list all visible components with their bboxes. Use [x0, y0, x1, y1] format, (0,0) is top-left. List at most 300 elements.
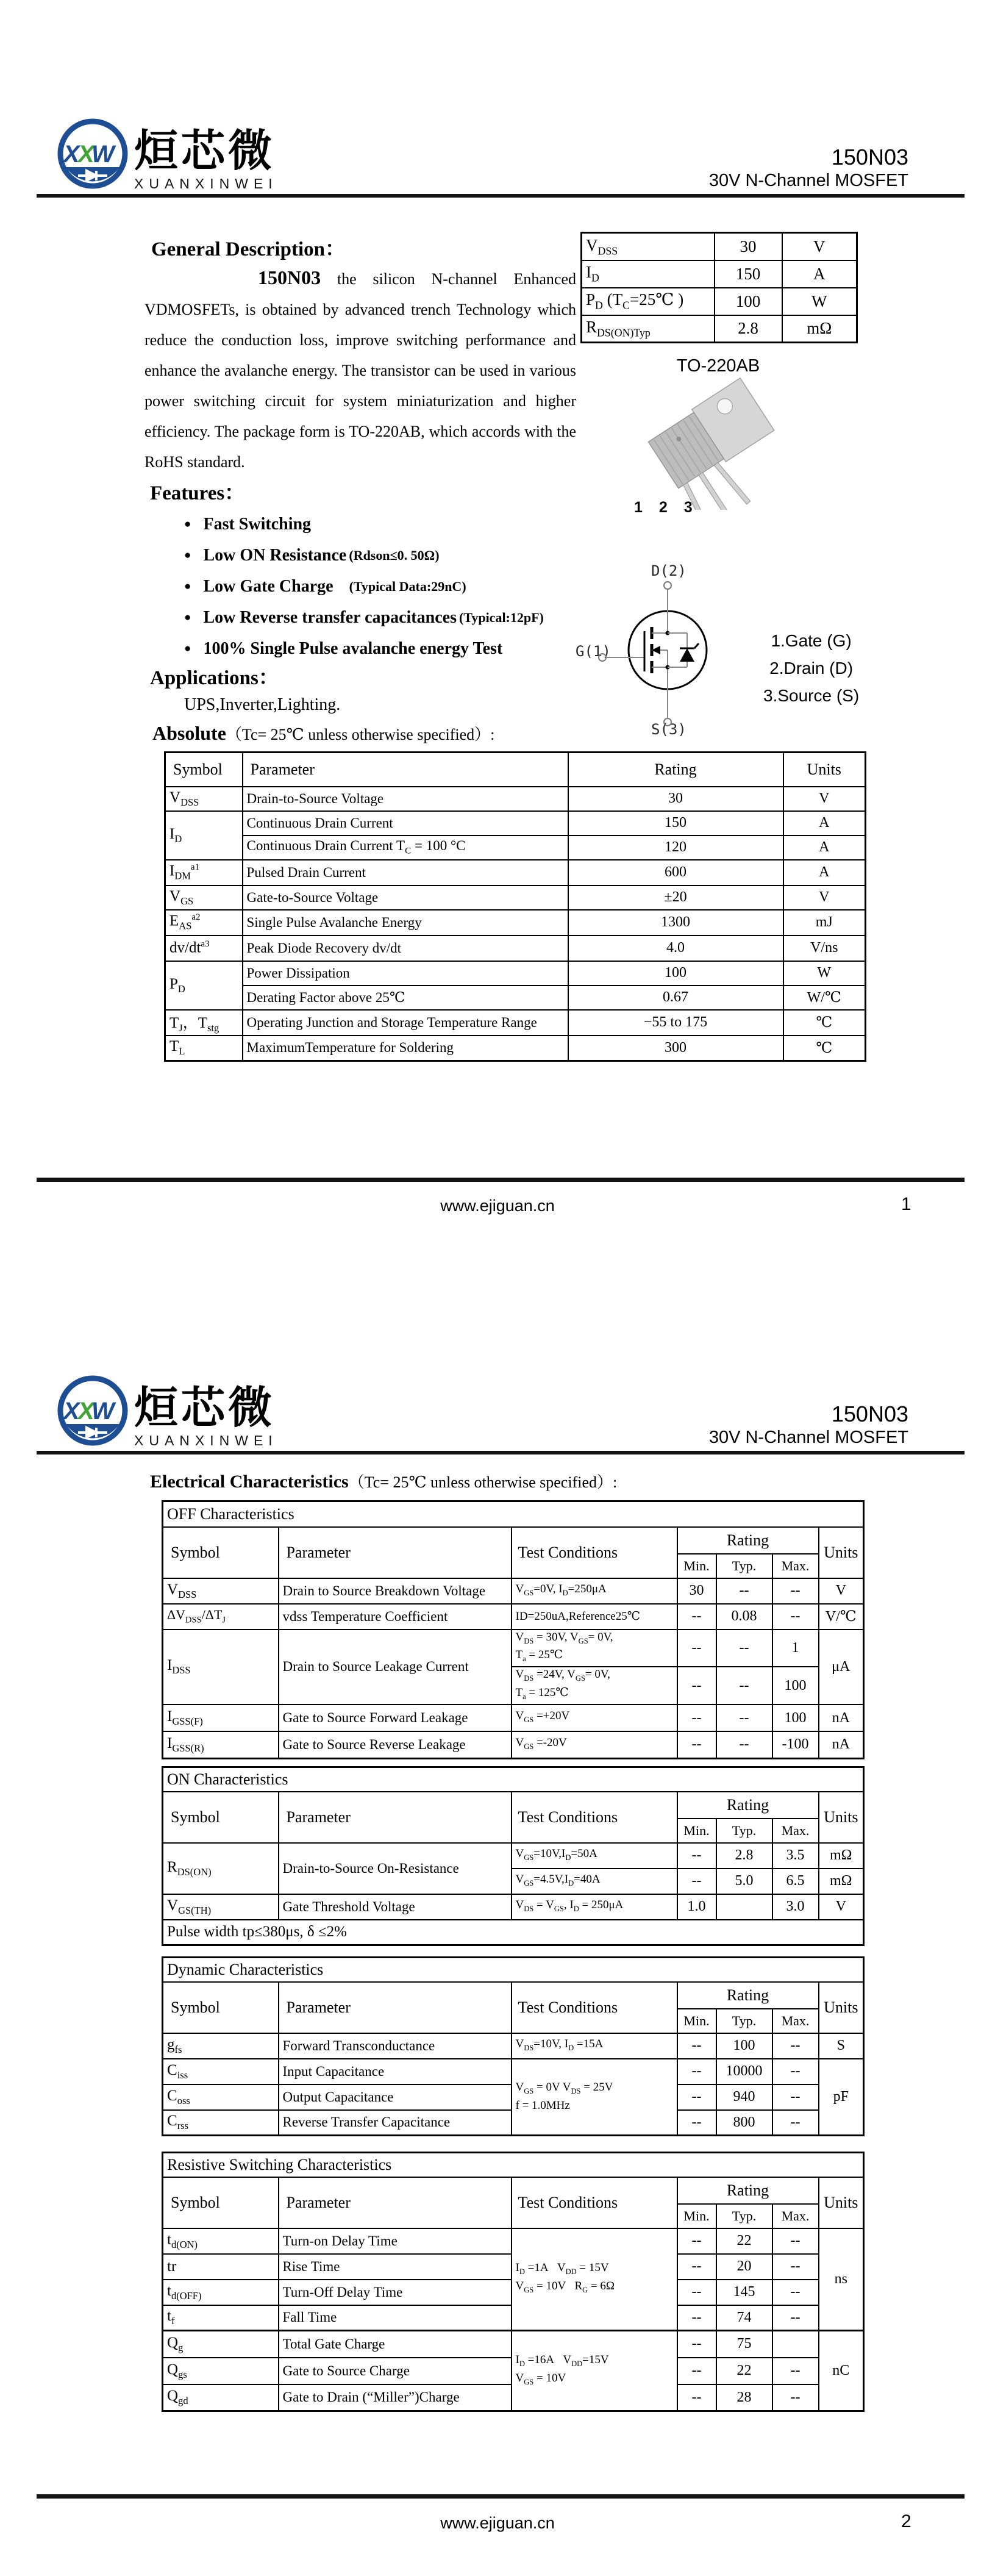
mosfet-symbol — [567, 560, 744, 749]
col-test-conditions: Test Conditions — [512, 1982, 677, 2033]
col-rating: Rating — [677, 2177, 819, 2204]
table-row — [165, 811, 866, 835]
features-list — [184, 509, 544, 664]
off-characteristics-table — [162, 1500, 865, 1759]
cell-value: 150 — [715, 260, 782, 288]
drain-label: D(2) — [651, 562, 687, 579]
cell-max: 6.5 — [772, 1869, 819, 1894]
cell-value: 100 — [715, 288, 782, 315]
company-name-cn: 烜芯微 — [134, 1384, 276, 1433]
cell-symbol: $C_{iss}$ — [163, 2059, 279, 2084]
cell-min: -- — [677, 2228, 716, 2254]
col-parameter: Parameter — [279, 1982, 512, 2033]
cell-cond: $V_{GS}=4.5V,I_D=40A$ — [512, 1869, 677, 1894]
cell-value: 2.8 — [715, 315, 782, 343]
cell-rating: 1300 — [568, 910, 783, 936]
cell-parameter: Turn-Off Delay Time — [279, 2280, 512, 2305]
cell-unit: mΩ — [782, 315, 857, 343]
company-logo — [56, 1372, 278, 1450]
header-divider — [37, 194, 965, 198]
cell-min: -- — [677, 1705, 716, 1731]
cell-max: -- — [772, 2084, 819, 2110]
cell-parameter: Input Capacitance — [279, 2059, 512, 2084]
features-title: Features： — [150, 482, 245, 504]
part-subtitle: 30V N-Channel MOSFET — [708, 171, 908, 190]
package-photo-icon — [625, 376, 802, 510]
cell-parameter: Operating Junction and Storage Temperature Range — [243, 1010, 568, 1036]
table-row — [165, 986, 866, 1010]
feature-item: ● Low Gate Charge (Typical Data:29nC) — [184, 576, 466, 596]
cell-symbol: $V_{GS(TH)}$ — [163, 1894, 279, 1920]
table-section-row — [163, 2153, 864, 2177]
cell-cond: $V_{DS} = V_{GS}$, $I_D = 250\mu A$ — [512, 1894, 677, 1920]
cell-max: -- — [772, 2228, 819, 2254]
table-header-row — [165, 753, 866, 787]
col-min: Min. — [677, 2009, 716, 2033]
cell-parameter: Total Gate Charge — [279, 2331, 512, 2358]
part-number: 150N03 — [831, 1401, 908, 1426]
pin-gate: 1.Gate (G) — [771, 631, 852, 650]
col-min: Min. — [677, 1819, 716, 1843]
cell-symbol: $Q_g$ — [163, 2331, 279, 2358]
footer-divider — [37, 1178, 965, 1182]
cell-typ: 0.08 — [716, 1604, 772, 1630]
col-max: Max. — [772, 1819, 819, 1843]
table-row — [163, 1578, 864, 1604]
section-title: Resistive Switching Characteristics — [163, 2153, 864, 2177]
cell-typ: 145 — [716, 2280, 772, 2305]
table-row — [165, 787, 866, 811]
part-number: 150N03 — [831, 145, 908, 170]
cell-symbol: $g_{fs}$ — [163, 2033, 279, 2059]
cell-rating: 0.67 — [568, 986, 783, 1010]
cell-min: 30 — [677, 1578, 716, 1604]
cell-rating: 600 — [568, 860, 783, 886]
cell-typ — [716, 1894, 772, 1920]
table-row — [165, 936, 866, 961]
table-row — [163, 2059, 864, 2084]
cell-min: -- — [677, 1869, 716, 1894]
col-units: Units — [783, 753, 866, 787]
cell-min: -- — [677, 2110, 716, 2136]
section-title: Dynamic Characteristics — [163, 1958, 864, 1982]
cell-typ: 20 — [716, 2254, 772, 2280]
cell-min: -- — [677, 1630, 716, 1667]
cell-typ: 940 — [716, 2084, 772, 2110]
col-symbol: Symbol — [163, 1527, 279, 1578]
cell-symbol: tr — [163, 2254, 279, 2280]
cell-parameter: Continuous Drain Current — [243, 811, 568, 835]
cell-parameter: Continuous Drain Current $T_C = 100$ °C — [243, 835, 568, 860]
cell-units: V — [819, 1578, 864, 1604]
col-parameter: Parameter — [279, 1527, 512, 1578]
cell-symbol: $V_{GS}$ — [165, 886, 243, 910]
company-name-cn: 烜芯微 — [134, 127, 276, 176]
cell-rating: 30 — [568, 787, 783, 811]
section-title: OFF Characteristics — [163, 1501, 864, 1527]
table-header-row — [163, 1982, 864, 2009]
table-row — [163, 1731, 864, 1758]
cell-typ: 2.8 — [716, 1843, 772, 1869]
feature-item: ● 100% Single Pulse avalanche energy Test — [184, 639, 503, 658]
header-divider — [37, 1451, 965, 1454]
cell-max: 3.5 — [772, 1843, 819, 1869]
cell-symbol: $t_{d(ON)}$ — [163, 2228, 279, 2254]
cell-parameter: MaximumTemperature for Soldering — [243, 1036, 568, 1061]
pin-source: 3.Source (S) — [763, 686, 860, 705]
applications-text: UPS,Inverter,Lighting. — [184, 695, 341, 714]
col-typ: Typ. — [716, 2204, 772, 2228]
cell-symbol: $t_{d(OFF)}$ — [163, 2280, 279, 2305]
cell-rating: −55 to 175 — [568, 1010, 783, 1036]
svg-text:W: W — [91, 1398, 115, 1425]
cell-max: 100 — [772, 1705, 819, 1731]
cell-symbol: $R_{DS(ON)}$ — [163, 1843, 279, 1894]
cell-rating: 150 — [568, 811, 783, 835]
cell-parameter: vdss Temperature Coefficient — [279, 1604, 512, 1630]
feature-item: ● Low Reverse transfer capacitances (Typical:12pF) — [184, 607, 544, 627]
table-row — [582, 315, 857, 343]
cell-max: -- — [772, 2280, 819, 2305]
cell-parameter: Output Capacitance — [279, 2084, 512, 2110]
cell-symbol: $Q_{gs}$ — [163, 2358, 279, 2385]
cell-cond: $V_{GS} =-20V$ — [512, 1731, 677, 1758]
cell-cond: $V_{GS}=0V$, $I_D=250\mu A$ — [512, 1578, 677, 1604]
cell-max: -- — [772, 2385, 819, 2411]
cell-parameter: Pulsed Drain Current — [243, 860, 568, 886]
feature-item: ● Fast Switching — [184, 514, 312, 534]
col-test-conditions: Test Conditions — [512, 2177, 677, 2228]
svg-text:X: X — [63, 1398, 80, 1425]
cell-parameter: Drain-to-Source Voltage — [243, 787, 568, 811]
footer-website: www.ejiguan.cn — [440, 2514, 555, 2532]
absolute-max-ratings-table — [164, 751, 866, 1062]
resistive-switching-table — [162, 2152, 865, 2412]
table-row — [165, 1010, 866, 1036]
feature-item: ● Low ON Resistance (Rdson≤0. 50Ω) — [184, 545, 440, 565]
cell-parameter: Power Dissipation — [243, 961, 568, 986]
cell-rating: 100 — [568, 961, 783, 986]
cell-units: V — [783, 787, 866, 811]
cell-symbol: $P_D$ — [165, 961, 243, 1010]
col-units: Units — [819, 1982, 864, 2033]
table-section-row — [163, 1958, 864, 1982]
cell-typ: -- — [716, 1667, 772, 1705]
general-description-body: the silicon N-channel Enhanced VDMOSFETs, is obtained by advanced trench Technology which reduce the conduction loss, improve switching performance and enhance the avalanche energy. The transistor can be used in various power switching circuit for system miniaturization and higher efficiency. The package form is TO-220AB, which accords with the RoHS standard. — [144, 270, 576, 471]
cell-min: -- — [677, 1843, 716, 1869]
cell-min: -- — [677, 2084, 716, 2110]
cell-min: -- — [677, 1731, 716, 1758]
col-min: Min. — [677, 1554, 716, 1578]
cell-units: nA — [819, 1731, 864, 1758]
cell-parameter: Drain-to-Source On-Resistance — [279, 1843, 512, 1894]
cell-parameter: Rise Time — [279, 2254, 512, 2280]
cell-units: mJ — [783, 910, 866, 936]
page-number: 1 — [901, 1194, 911, 1214]
cell-units: V — [783, 886, 866, 910]
table-row — [163, 1894, 864, 1920]
cell-cond: $I_D =1A$ $V_{DD} = 15V$ $V_{GS} = 10V$ $R_G = 6\Omega$ — [512, 2228, 677, 2331]
cell-parameter: Single Pulse Avalanche Energy — [243, 910, 568, 936]
cell-max: -- — [772, 2059, 819, 2084]
key-specs-table — [580, 232, 858, 343]
table-row — [165, 910, 866, 936]
table-row — [165, 860, 866, 886]
cell-max: 3.0 — [772, 1894, 819, 1920]
cell-min: -- — [677, 2331, 716, 2358]
company-logo — [56, 115, 278, 193]
cell-rating: 120 — [568, 835, 783, 860]
logo-xxw-icon — [56, 1372, 129, 1450]
company-name-en: XUANXINWEI — [134, 176, 278, 191]
cell-units: W — [783, 961, 866, 986]
cell-parameter: Peak Diode Recovery dv/dt — [243, 936, 568, 961]
table-row — [163, 2331, 864, 2358]
svg-text:W: W — [91, 141, 115, 168]
cell-typ: 22 — [716, 2358, 772, 2385]
table-section-row — [163, 1501, 864, 1527]
table-section-row — [163, 1767, 864, 1792]
table-row — [582, 260, 857, 288]
cell-unit: W — [782, 288, 857, 315]
cell-parameter: Gate to Drain (“Miller”)Charge — [279, 2385, 512, 2411]
general-description-lead: 150N03 — [258, 267, 321, 288]
cell-max: -- — [772, 1578, 819, 1604]
col-parameter: Parameter — [279, 1792, 512, 1843]
table-row — [163, 2033, 864, 2059]
cell-symbol: $C_{rss}$ — [163, 2110, 279, 2136]
cell-min: -- — [677, 1604, 716, 1630]
on-characteristics-table — [162, 1766, 865, 1946]
col-symbol: Symbol — [165, 753, 243, 787]
col-test-conditions: Test Conditions — [512, 1527, 677, 1578]
cell-symbol: $C_{oss}$ — [163, 2084, 279, 2110]
cell-typ: -- — [716, 1630, 772, 1667]
cell-units: ℃ — [783, 1010, 866, 1036]
col-units: Units — [819, 2177, 864, 2228]
dynamic-characteristics-table — [162, 1956, 865, 2136]
general-description-text — [144, 262, 576, 478]
mosfet-schematic-icon — [588, 575, 729, 734]
table-row — [165, 961, 866, 986]
table-row — [163, 1705, 864, 1731]
cell-cond: $V_{DS} =24V$, $V_{GS}= 0V$, $T_a$ = 125℃ — [512, 1667, 677, 1705]
pulse-width-note: Pulse width tp≤380μs, δ ≤2% — [163, 1920, 864, 1945]
cell-symbol: $I_{GSS(F)}$ — [163, 1705, 279, 1731]
cell-units: nC — [819, 2331, 864, 2411]
col-min: Min. — [677, 2204, 716, 2228]
cell-unit: V — [782, 233, 857, 260]
cell-max: -100 — [772, 1731, 819, 1758]
table-row — [163, 1843, 864, 1869]
applications-title: Applications： — [150, 667, 279, 689]
cell-parameter: Forward Transconductance — [279, 2033, 512, 2059]
cell-symbol: $t_f$ — [163, 2305, 279, 2331]
cell-parameter: $R_{DS(ON)Typ}$ — [582, 315, 715, 343]
cell-parameter: Gate Threshold Voltage — [279, 1894, 512, 1920]
cell-parameter: $P_D$ ($T_C=25℃$ ) — [582, 288, 715, 315]
table-note-row — [163, 1920, 864, 1945]
bullet-icon: ● — [184, 580, 191, 593]
cell-units: V/ns — [783, 936, 866, 961]
electrical-characteristics-title: Electrical Characteristics（Tc= 25℃ unless otherwise specified）: — [150, 1472, 618, 1492]
col-parameter: Parameter — [243, 753, 568, 787]
cell-units: mΩ — [819, 1869, 864, 1894]
pin-drain: 2.Drain (D) — [769, 659, 854, 678]
col-symbol: Symbol — [163, 1792, 279, 1843]
cell-min: -- — [677, 2254, 716, 2280]
cell-units: S — [819, 2033, 864, 2059]
cell-rating: 4.0 — [568, 936, 783, 961]
part-subtitle: 30V N-Channel MOSFET — [708, 1428, 908, 1447]
cell-symbol: $I_D$ — [165, 811, 243, 860]
cell-units: A — [783, 835, 866, 860]
cell-symbol: $V_{DSS}$ — [163, 1578, 279, 1604]
cell-units: μA — [819, 1630, 864, 1705]
cell-units: A — [783, 860, 866, 886]
cell-cond: $V_{DS} = 30V$, $V_{GS}= 0V$, $T_a$ = 25℃ — [512, 1630, 677, 1667]
cell-max: -- — [772, 2305, 819, 2331]
svg-text:X: X — [78, 141, 95, 168]
table-row — [582, 288, 857, 315]
col-test-conditions: Test Conditions — [512, 1792, 677, 1843]
cell-units: ns — [819, 2228, 864, 2331]
cell-symbol: $I_{DM}^{a1}$ — [165, 860, 243, 886]
cell-parameter: Fall Time — [279, 2305, 512, 2331]
gate-label: G(1) — [576, 643, 611, 660]
cell-min: -- — [677, 2033, 716, 2059]
cell-cond: $V_{DS}=10V$, $I_D =15A$ — [512, 2033, 677, 2059]
cell-typ: -- — [716, 1578, 772, 1604]
svg-text:X: X — [78, 1398, 95, 1425]
table-header-row — [163, 1792, 864, 1819]
cell-unit: A — [782, 260, 857, 288]
col-typ: Typ. — [716, 1819, 772, 1843]
cell-max: 100 — [772, 1667, 819, 1705]
cell-min: -- — [677, 2358, 716, 2385]
table-row — [165, 1036, 866, 1061]
source-label: S(3) — [651, 721, 687, 738]
cell-cond: ID=250uA,Reference25℃ — [512, 1604, 677, 1630]
col-units: Units — [819, 1527, 864, 1578]
cell-symbol: $T_L$ — [165, 1036, 243, 1061]
cell-units: nA — [819, 1705, 864, 1731]
col-max: Max. — [772, 2009, 819, 2033]
cell-symbol: $I_{GSS(R)}$ — [163, 1731, 279, 1758]
cell-typ: 75 — [716, 2331, 772, 2358]
footer-divider — [37, 2494, 965, 2499]
cell-typ: 100 — [716, 2033, 772, 2059]
package-pin-numbers: 1 2 3 — [634, 499, 699, 516]
cell-symbol: $\Delta V_{DSS}/\Delta T_J$ — [163, 1604, 279, 1630]
cell-typ: 800 — [716, 2110, 772, 2136]
col-symbol: Symbol — [163, 1982, 279, 2033]
doc-header-right — [709, 145, 908, 191]
col-rating: Rating — [568, 753, 783, 787]
table-row — [163, 2228, 864, 2254]
company-name-en: XUANXINWEI — [134, 1433, 278, 1448]
cell-parameter: Derating Factor above 25℃ — [243, 986, 568, 1010]
cell-parameter: Reverse Transfer Capacitance — [279, 2110, 512, 2136]
cell-symbol: $V_{DSS}$ — [165, 787, 243, 811]
col-symbol: Symbol — [163, 2177, 279, 2228]
cell-cond: $V_{GS} = 0V$ $V_{DS} = 25V$ f = 1.0MHz — [512, 2059, 677, 2136]
footer-website: www.ejiguan.cn — [440, 1197, 555, 1215]
cell-parameter: Drain to Source Leakage Current — [279, 1630, 512, 1705]
cell-max: -- — [772, 1604, 819, 1630]
cell-units: V/℃ — [819, 1604, 864, 1630]
cell-typ: 74 — [716, 2305, 772, 2331]
table-row — [163, 1630, 864, 1667]
cell-max — [772, 2331, 819, 2358]
absolute-ratings-title: Absolute（Tc= 25℃ unless otherwise specified）: — [152, 722, 495, 744]
cell-typ: -- — [716, 1731, 772, 1758]
cell-typ: -- — [716, 1705, 772, 1731]
col-rating: Rating — [677, 1982, 819, 2009]
cell-rating: 300 — [568, 1036, 783, 1061]
logo-xxw-icon — [56, 115, 129, 193]
col-rating: Rating — [677, 1792, 819, 1819]
cell-typ: 10000 — [716, 2059, 772, 2084]
col-max: Max. — [772, 2204, 819, 2228]
cell-max: -- — [772, 2254, 819, 2280]
col-typ: Typ. — [716, 1554, 772, 1578]
cell-max: -- — [772, 2033, 819, 2059]
col-typ: Typ. — [716, 2009, 772, 2033]
page-number: 2 — [901, 2511, 911, 2531]
cell-parameter: Gate to Source Forward Leakage — [279, 1705, 512, 1731]
cell-min: -- — [677, 2385, 716, 2411]
cell-units: A — [783, 811, 866, 835]
cell-parameter: Gate to Source Charge — [279, 2358, 512, 2385]
col-rating: Rating — [677, 1527, 819, 1554]
cell-units: V — [819, 1894, 864, 1920]
cell-value: 30 — [715, 233, 782, 260]
cell-cond: $V_{GS}=10V,I_D=50A$ — [512, 1843, 677, 1869]
svg-text:X: X — [63, 141, 80, 168]
cell-typ: 22 — [716, 2228, 772, 2254]
cell-parameter: Drain to Source Breakdown Voltage — [279, 1578, 512, 1604]
general-description-title: General Description： — [151, 238, 346, 260]
cell-symbol: $T_J$，$T_{stg}$ — [165, 1010, 243, 1036]
cell-min: -- — [677, 2305, 716, 2331]
package-title: TO-220AB — [676, 356, 760, 376]
bullet-icon: ● — [184, 518, 191, 531]
cell-typ: 5.0 — [716, 1869, 772, 1894]
cell-units: mΩ — [819, 1843, 864, 1869]
cell-parameter: Gate to Source Reverse Leakage — [279, 1731, 512, 1758]
cell-symbol: $E_{AS}^{a2}$ — [165, 910, 243, 936]
cell-units: ℃ — [783, 1036, 866, 1061]
cell-max: -- — [772, 2358, 819, 2385]
cell-symbol: $dv/dt^{a3}$ — [165, 936, 243, 961]
col-max: Max. — [772, 1554, 819, 1578]
cell-symbol: $Q_{gd}$ — [163, 2385, 279, 2411]
section-title: ON Characteristics — [163, 1767, 864, 1792]
cell-symbol: $I_{DSS}$ — [163, 1630, 279, 1705]
table-row — [165, 886, 866, 910]
cell-min: -- — [677, 2059, 716, 2084]
cell-rating: ±20 — [568, 886, 783, 910]
cell-parameter: Turn-on Delay Time — [279, 2228, 512, 2254]
cell-min: -- — [677, 1667, 716, 1705]
cell-units: pF — [819, 2059, 864, 2136]
cell-parameter: $V_{DSS}$ — [582, 233, 715, 260]
bullet-icon: ● — [184, 642, 191, 655]
bullet-icon: ● — [184, 549, 191, 562]
cell-min: -- — [677, 2280, 716, 2305]
cell-units: W/℃ — [783, 986, 866, 1010]
